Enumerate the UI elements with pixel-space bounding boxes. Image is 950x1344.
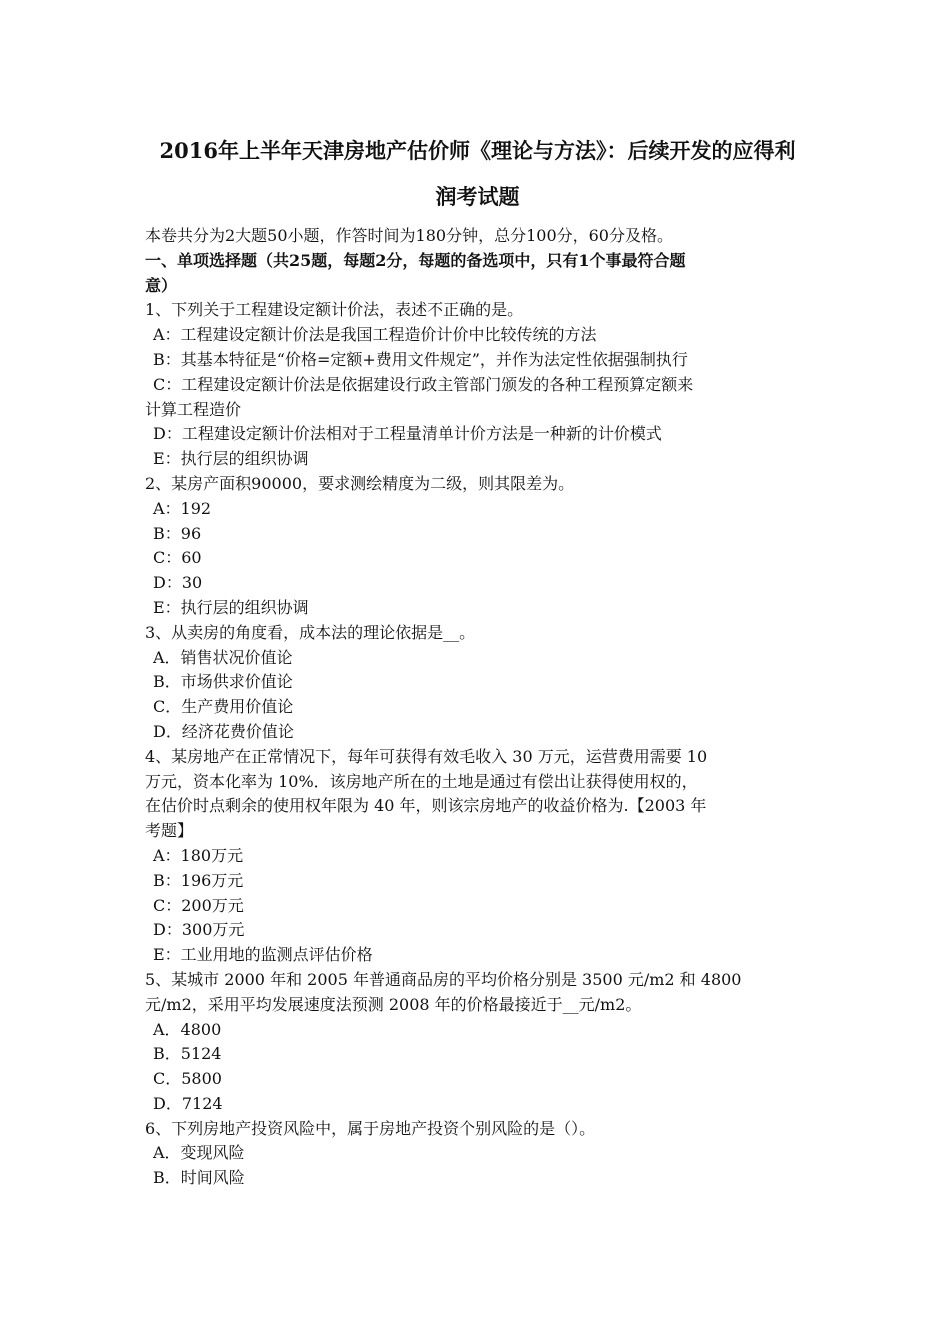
option-b: B：96	[153, 523, 202, 543]
option-c: C：200万元	[153, 895, 244, 915]
section-heading	[145, 249, 810, 299]
question-4	[145, 745, 810, 968]
question-stem-line-2: 万元，资本化率为 10%．该房地产所在的土地是通过有偿出让获得使用权的，	[145, 771, 698, 791]
option-c: C．5800	[153, 1069, 222, 1089]
question-6	[145, 1117, 810, 1191]
option-c: C：60	[153, 548, 202, 568]
option-a: A．变现风险	[153, 1143, 245, 1163]
section-heading-line-1: 一、单项选择题（共25题，每题2分，每题的备选项中，只有1个事最符合题	[145, 250, 686, 270]
question-5	[145, 968, 810, 1117]
section-heading-line-2: 意）	[145, 275, 178, 295]
question-1	[145, 298, 810, 472]
title-line-2: 润考试题	[435, 184, 520, 209]
option-d: D：300万元	[153, 920, 245, 940]
title-line-1: 2016年上半年天津房地产估价师《理论与方法》：后续开发的应得利	[159, 138, 796, 163]
option-b: B：196万元	[153, 870, 244, 890]
question-2	[145, 472, 810, 621]
option-b: B：其基本特征是“价格=定额+费用文件规定”，并作为法定性依据强制执行	[153, 349, 688, 369]
option-c: C．生产费用价值论	[153, 697, 294, 717]
option-a: A：180万元	[153, 845, 244, 865]
option-e: E：执行层的组织协调	[153, 597, 309, 617]
option-e: E：工业用地的监测点评估价格	[153, 945, 373, 965]
option-a: A：工程建设定额计价法是我国工程造价计价中比较传统的方法	[153, 325, 597, 345]
option-e: E：执行层的组织协调	[153, 449, 309, 469]
option-b: B．时间风险	[153, 1168, 245, 1188]
document-title	[145, 128, 810, 220]
option-a: A．销售状况价值论	[153, 647, 293, 667]
option-d: D：30	[153, 573, 203, 593]
option-d: D．经济花费价值论	[153, 721, 294, 741]
option-c: C：工程建设定额计价法是依据建设行政主管部门颁发的各种工程预算定额来	[153, 374, 694, 394]
question-stem-line-1: 4、某房地产在正常情况下，每年可获得有效毛收入 30 万元，运营费用需要 10	[145, 746, 708, 766]
question-stem: 6、下列房地产投资风险中，属于房地产投资个别风险的是（）。	[145, 1118, 596, 1138]
question-stem-line-2: 元/m2，采用平均发展速度法预测 2008 年的价格最接近于__元/m2。	[145, 994, 642, 1014]
question-stem: 3、从卖房的角度看，成本法的理论依据是__。	[145, 622, 476, 642]
option-b: B．5124	[153, 1044, 222, 1064]
option-d: D：工程建设定额计价法相对于工程量清单计价方法是一种新的计价模式	[153, 424, 662, 444]
option-a: A．4800	[153, 1019, 222, 1039]
option-b: B．市场供求价值论	[153, 672, 293, 692]
document-page	[145, 128, 810, 1191]
exam-intro: 本卷共分为2大题50小题，作答时间为180分钟，总分100分，60分及格。	[145, 226, 673, 245]
option-d: D．7124	[153, 1093, 223, 1113]
option-a: A：192	[153, 498, 212, 518]
question-3	[145, 621, 810, 745]
option-c-continuation: 计算工程造价	[145, 399, 242, 419]
question-stem: 1、下列关于工程建设定额计价法，表述不正确的是。	[145, 300, 524, 320]
question-stem: 2、某房产面积90000，要求测绘精度为二级，则其限差为。	[145, 473, 575, 493]
question-stem-line-3: 在估价时点剩余的使用权年限为 40 年，则该宗房地产的收益价格为.【2003 年	[145, 796, 707, 816]
question-stem-line-1: 5、某城市 2000 年和 2005 年普通商品房的平均价格分别是 3500 元/m2 和 4800	[145, 969, 742, 989]
question-stem-line-4: 考题】	[145, 821, 194, 841]
